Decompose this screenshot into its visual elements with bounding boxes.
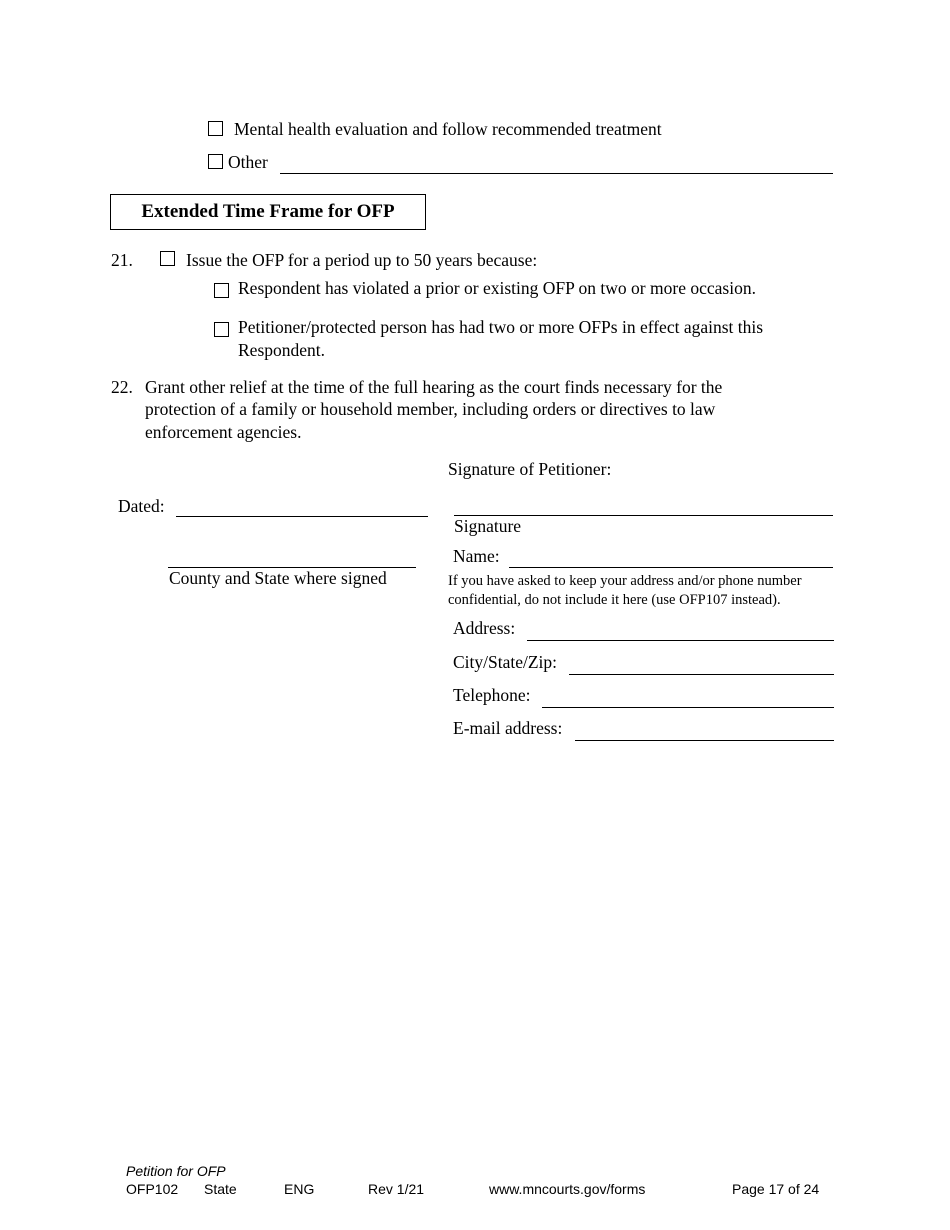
item-21-text: Issue the OFP for a period up to 50 years because:	[186, 250, 538, 270]
county-label: County and State where signed	[169, 568, 387, 588]
item-21-checkbox[interactable]	[160, 251, 175, 266]
reason-1-text: Respondent has violated a prior or existing OFP on two or more occasion.	[238, 278, 756, 298]
telephone-input-line[interactable]	[542, 707, 834, 708]
confidential-note-line2: confidential, do not include it here (use OFP107 instead).	[448, 592, 781, 608]
mental-health-label: Mental health evaluation and follow recommended treatment	[234, 119, 662, 139]
signature-label: Signature	[454, 516, 522, 536]
email-label: E-mail address:	[453, 718, 563, 738]
footer-revision: Rev 1/21	[368, 1181, 425, 1197]
footer-title: Petition for OFP	[126, 1163, 226, 1179]
other-input-line[interactable]	[280, 173, 833, 174]
reason-1-checkbox[interactable]	[214, 283, 229, 298]
address-input-line[interactable]	[527, 640, 834, 641]
footer-page-number: Page 17 of 24	[732, 1181, 820, 1197]
other-checkbox[interactable]	[208, 154, 223, 169]
other-label: Other	[228, 152, 268, 172]
name-label: Name:	[453, 546, 500, 566]
city-input-line[interactable]	[569, 674, 834, 675]
item-21-number: 21.	[111, 250, 133, 270]
confidential-note-line1: If you have asked to keep your address and/or phone number	[448, 573, 802, 589]
item-22-line3: enforcement agencies.	[145, 422, 302, 442]
dated-label: Dated:	[118, 496, 165, 516]
email-input-line[interactable]	[575, 740, 834, 741]
dated-input-line[interactable]	[176, 516, 428, 517]
item-22-number: 22.	[111, 377, 133, 397]
name-input-line[interactable]	[509, 567, 833, 568]
extended-time-frame-heading: Extended Time Frame for OFP	[110, 194, 426, 230]
telephone-label: Telephone:	[453, 685, 531, 705]
item-22-line2: protection of a family or household member, including orders or directives to law	[145, 399, 716, 419]
reason-2-text-line2: Respondent.	[238, 340, 326, 360]
item-22-line1: Grant other relief at the time of the full hearing as the court finds necessary for the	[145, 377, 723, 397]
city-label: City/State/Zip:	[453, 652, 558, 672]
mental-health-checkbox[interactable]	[208, 121, 223, 136]
footer-language: ENG	[284, 1181, 315, 1197]
footer-jurisdiction: State	[204, 1181, 237, 1197]
footer-website[interactable]: www.mncourts.gov/forms	[489, 1181, 646, 1197]
footer-form-number: OFP102	[126, 1181, 179, 1197]
reason-2-text-line1: Petitioner/protected person has had two or more OFPs in effect against this	[238, 317, 764, 337]
reason-2-checkbox[interactable]	[214, 322, 229, 337]
signature-heading: Signature of Petitioner:	[448, 459, 612, 479]
address-label: Address:	[453, 618, 516, 638]
